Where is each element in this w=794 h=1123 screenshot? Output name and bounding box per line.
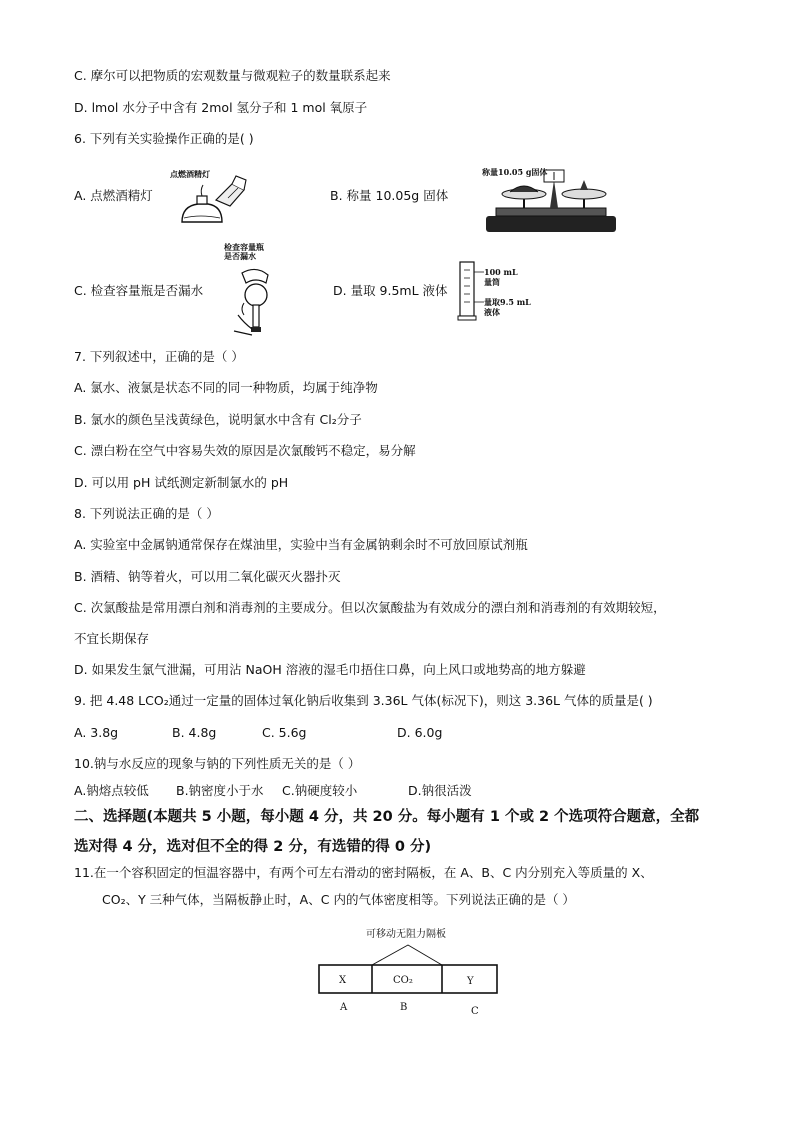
option-7c: C. 漂白粉在空气中容易失效的原因是次氯酸钙不稳定，易分解 (74, 443, 416, 458)
chamber-co2: CO₂ (393, 975, 413, 986)
cylinder-figure (454, 258, 554, 324)
question-6: 6. 下列有关实验操作正确的是( ) (74, 131, 254, 146)
partition-container-figure (318, 927, 503, 1022)
option-8c-line1: C. 次氯酸盐是常用漂白剂和消毒剂的主要成分。但以次氯酸盐为有效成分的漂白剂和消毒剂的有效期较短， (74, 600, 666, 615)
question-9: 9. 把 4.48 LCO₂通过一定量的固体过氧化钠后收集到 3.36L 气体(标况下)，则这 3.36L 气体的质量是( ) (74, 693, 653, 708)
option-6d: D. 量取 9.5mL 液体 (333, 283, 448, 298)
question-11-cont: CO₂、Y 三种气体，当隔板静止时，A、C 内的气体密度相等。下列说法正确的是（ ） (102, 892, 575, 907)
option-8a: A. 实验室中金属钠通常保存在煤油里，实验中当有金属钠剩余时不可放回原试剂瓶 (74, 537, 528, 552)
option-6a: A. 点燃酒精灯 (74, 188, 153, 203)
option-6b: B. 称量 10.05g 固体 (330, 188, 449, 203)
cylinder-label-1: 100 mL (484, 267, 518, 277)
alcohol-lamp-figure (170, 170, 270, 230)
option-9c: C. 5.6g (262, 725, 307, 740)
chamber-x: X (339, 975, 347, 986)
question-8: 8. 下列说法正确的是（ ） (74, 506, 219, 521)
balance-icon (480, 168, 625, 236)
option-9b: B. 4.8g (172, 725, 217, 740)
option-10d: D.钠很活泼 (408, 783, 472, 798)
option-9d: D. 6.0g (397, 725, 443, 740)
chamber-label-c: C (471, 1006, 479, 1017)
measuring-cylinder-icon (454, 258, 484, 324)
flask-label-2: 是否漏水 (224, 251, 256, 261)
chamber-label-b: B (400, 1002, 408, 1013)
balance-label: 称量10.05 g固体 (482, 167, 548, 177)
chamber-label-a: A (340, 1002, 348, 1013)
option-10a: A.钠熔点较低 (74, 783, 149, 798)
cylinder-label-3: 量取9.5 mL (484, 297, 531, 307)
option-7d: D. 可以用 pH 试纸测定新制氯水的 pH (74, 475, 289, 490)
section-2-heading: 二、选择题(本题共 5 小题，每小题 4 分，共 20 分。每小题有 1 个或 2 个选项符合题意，全都 (74, 809, 700, 825)
section-2-heading-cont: 选对得 4 分，选对但不全的得 2 分，有选错的得 0 分) (74, 839, 432, 855)
option-7a: A. 氯水、液氯是状态不同的同一种物质，均属于纯净物 (74, 380, 378, 395)
question-10: 10.钠与水反应的现象与钠的下列性质无关的是（ ） (74, 756, 361, 771)
option-6c: C. 检查容量瓶是否漏水 (74, 283, 204, 298)
question-7: 7. 下列叙述中，正确的是（ ） (74, 349, 244, 364)
question-11: 11.在一个容积固定的恒温容器中，有两个可左右滑动的密封隔板，在 A、B、C 内分别充入等质量的 X、 (74, 865, 653, 880)
option-5c: C. 摩尔可以把物质的宏观数量与微观粒子的数量联系起来 (74, 68, 391, 83)
option-7b: B. 氯水的颜色呈浅黄绿色，说明氯水中含有 Cl₂分子 (74, 412, 362, 427)
flask-figure (222, 243, 292, 339)
chamber-y: Y (467, 976, 474, 987)
option-8d: D. 如果发生氯气泄漏，可用沾 NaOH 溶液的湿毛巾捂住口鼻，向上风口或地势高的地方躲避 (74, 662, 586, 677)
cylinder-label-4: 液体 (484, 307, 500, 317)
balance-figure (480, 168, 625, 236)
cylinder-label-2: 量筒 (484, 277, 500, 287)
lamp-label: 点燃酒精灯 (170, 169, 210, 179)
option-10c: C.钠硬度较小 (282, 783, 358, 798)
option-10b: B.钠密度小于水 (176, 783, 264, 798)
option-8c-line2: 不宜长期保存 (74, 631, 150, 646)
option-9a: A. 3.8g (74, 725, 119, 740)
flask-label-1: 检查容量瓶 (224, 242, 264, 252)
alcohol-lamp-icon (170, 170, 270, 230)
option-5d: D. lmol 水分子中含有 2mol 氢分子和 1 mol 氧原子 (74, 100, 368, 115)
partition-title: 可移动无阻力隔板 (366, 929, 446, 940)
option-8b: B. 酒精、钠等着火，可以用二氧化碳灭火器扑灭 (74, 569, 341, 584)
